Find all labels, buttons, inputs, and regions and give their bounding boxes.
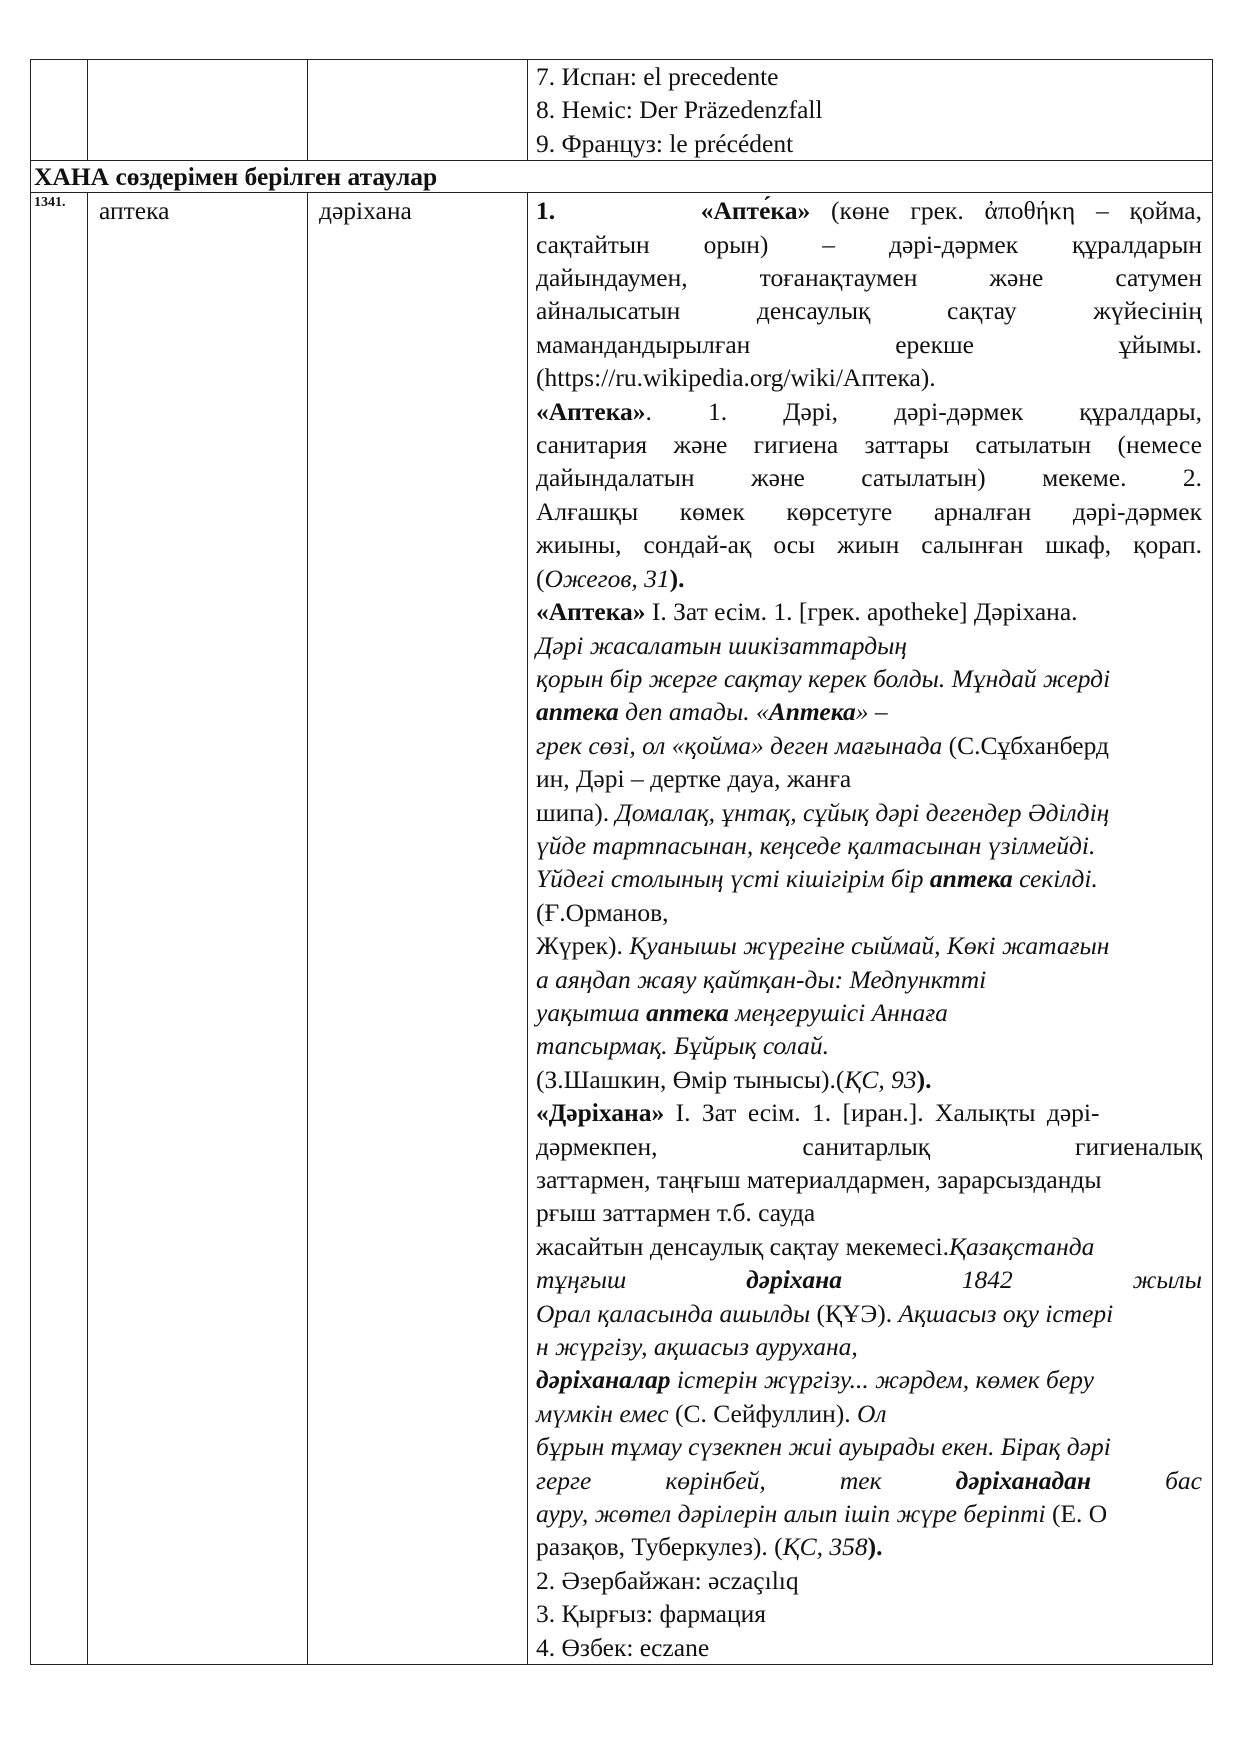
def-example-line: ин, Дәрі – дертке дауа, жанға [536,764,852,794]
translation-uzbek: 4. Өзбек: eczane [536,1632,710,1662]
def-line: Алғашқы көмек көрсетуге арналған дәрі-дәрмек [536,496,1202,526]
def-line: «Аптека». 1. Дәрі, дәрі-дәрмек құралдары, [536,396,1202,426]
def-example-line: дәріханалар істерін жүргізу... жәрдем, көмек беру [536,1365,1094,1395]
kazakh-term: дәріхана [319,196,412,226]
translation-azerbaijani: 2. Әзербайжан: əczaçılıq [536,1565,799,1595]
def-line: мамандандырылған ерекше ұйымы. [536,329,1202,359]
entry-number: 1341. [34,195,66,211]
def-example-line: ауру, жөтел дәрілерін алып ішіп жүре беріпті (Е. О [536,1499,1108,1529]
def-line: дәрмекпен, санитарлық гигиеналық [536,1131,1202,1161]
translation-spanish: 7. Испан: el precedente [536,62,779,91]
def-line: дайындаумен, тоғанақтаумен және сатумен [536,263,1202,293]
def-example-line: а аяңдап жаяу қайтқан-ды: Медпунктті [536,964,987,994]
cell-translations [528,60,1213,161]
def-line: санитария және гигиена заттары сатылатын (немесе [536,430,1202,460]
document-page [30,59,1212,1665]
cell-russian-term [88,193,308,1665]
def-source-link: (https://ru.wikipedia.org/wiki/Аптека). [536,363,936,393]
cell-kazakh-empty [308,60,528,161]
translation-french: 9. Француз: le précédent [536,128,794,158]
section-heading-cell [31,161,1213,193]
def-line: 1. «Апте́ка» (көне грек. ἀποθήκη – қойма, [536,196,1202,226]
def-line: «Аптека» І. Зат есім. 1. [грек. apotheke] Дәріхана. [536,597,1078,627]
def-line: жиыны, сондай-ақ осы жиын салынған шкаф, қорап. [536,530,1202,560]
def-line: дайындалатын және сатылатын) мекеме. 2. [536,463,1202,493]
def-citation: (Ожегов, 31). [536,563,685,593]
def-citation: (З.Шашкин, Өмір тынысы).(ҚС, 93). [536,1064,932,1094]
def-example-line: аптека деп атады. «Аптека» – [536,697,888,727]
section-title: ХАНА сөздерімен берілген атаулар [34,162,438,192]
translation-german: 8. Неміс: Der Präzedenzfall [536,95,823,125]
def-line: заттармен, таңғыш материалдармен, зарарсызданды [536,1165,1102,1194]
def-example-line: тұңғыш дәріхана 1842 жылы [536,1265,1202,1295]
def-line: «Дәріхана» І. Зат есім. 1. [иран.]. Халықты дәрі- [536,1098,1100,1128]
cell-definition [528,193,1213,1665]
def-example-line: грек сөзі, ол «қойма» деген мағынада (С.Сұбханберд [536,730,1109,760]
cell-number-empty [31,60,88,161]
table-row-continuation [31,60,1213,161]
cell-russian-empty [88,60,308,161]
def-line: рғыш заттармен т.б. сауда [536,1198,816,1228]
def-example-line: шипа). Домалақ, ұнтақ, сұйық дәрі дегендер Әділдің [536,797,1110,827]
def-example-line: н жүргізу, ақшасыз аурухана, [536,1332,858,1362]
def-example-line: үйде тартпасынан, кеңседе қалтасынан үзілмейді. [536,830,1096,860]
definition-text [528,193,1212,1664]
def-example-line: Орал қаласында ашылды (ҚҰЭ). Ақшасыз оқу істері [536,1298,1114,1328]
translation-kyrgyz: 3. Қырғыз: фармация [536,1599,767,1629]
def-citation: разақов, Туберкулез). (ҚС, 358). [536,1532,883,1562]
def-example-line: Үйдегі столының үсті кішігірім бір аптека секілді. [536,864,1098,894]
def-example-line: уақытша аптека меңгерушісі Аннаға [536,997,948,1027]
def-line: айналысатын денсаулық сақтау жүйесінің [536,296,1202,326]
cell-entry-number [31,193,88,1665]
def-example-line: тапсырмақ. Бұйрық солай. [536,1031,829,1061]
def-example-line: бұрын тұмау сүзекпен жиі ауырады екен. Бірақ дәрі [536,1432,1111,1462]
def-example-line: қорын бір жерге сақтау керек болды. Мұндай жерді [536,663,1111,693]
table-row-section [31,161,1213,193]
def-line: жасайтын денсаулық сақтау мекемесі.Қазақстанда [536,1231,1095,1261]
table-row-entry [31,193,1213,1665]
def-example-line: Дәрі жасалатын шикізаттардың [536,630,908,660]
def-example-line: Жүрек). Қуанышы жүрегіне сыймай, Көкі жатағын [536,931,1110,961]
def-example-line: герге көрінбей, тек дәріханадан бас [536,1465,1202,1495]
def-line: сақтайтын орын) – дәрі-дәрмек құралдарын [536,229,1202,259]
cell-kazakh-term [308,193,528,1665]
def-example-line: (Ғ.Орманов, [536,897,669,927]
terminology-table [30,59,1213,1665]
russian-term: аптека [99,196,170,226]
def-example-line: мүмкін емес (С. Сейфуллин). Ол [536,1398,887,1428]
